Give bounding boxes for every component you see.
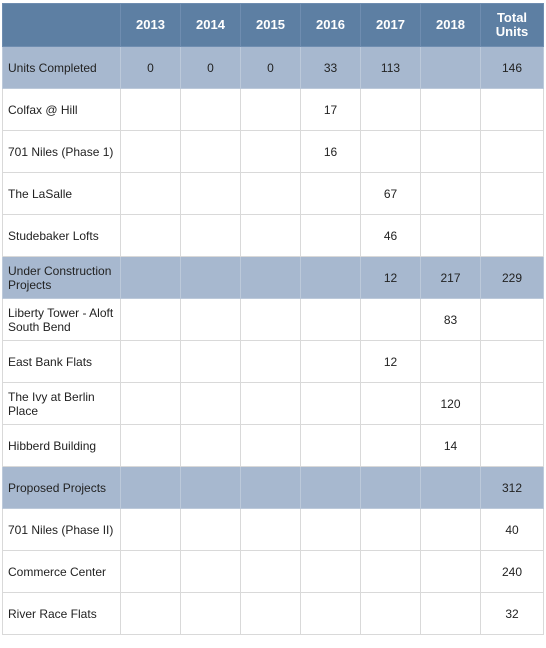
units-cell-2013: [121, 509, 181, 551]
section-label: Proposed Projects: [3, 467, 121, 509]
project-name: Hibberd Building: [3, 425, 121, 467]
units-cell-2017: [361, 425, 421, 467]
units-cell-2016: [301, 593, 361, 635]
section-row: [3, 467, 544, 509]
project-name: River Race Flats: [3, 593, 121, 635]
units-cell-2017: 12: [361, 257, 421, 299]
table-row: [3, 131, 544, 173]
project-name: The LaSalle: [3, 173, 121, 215]
units-cell-2016: 16: [301, 131, 361, 173]
table-row: [3, 593, 544, 635]
units-cell-2018: [421, 47, 481, 89]
table-row: [3, 509, 544, 551]
units-cell-2014: [181, 299, 241, 341]
units-cell-2013: [121, 215, 181, 257]
units-cell-2018: [421, 215, 481, 257]
table-row: [3, 425, 544, 467]
units-cell-2017: 46: [361, 215, 421, 257]
units-cell-2013: 0: [121, 47, 181, 89]
units-cell-2017: [361, 509, 421, 551]
project-name: Liberty Tower - Aloft South Bend: [3, 299, 121, 341]
section-row: [3, 47, 544, 89]
units-cell-2014: [181, 593, 241, 635]
units-cell-2014: [181, 215, 241, 257]
units-cell-2017: 67: [361, 173, 421, 215]
table-row: [3, 215, 544, 257]
units-cell-2013: [121, 467, 181, 509]
project-name: Commerce Center: [3, 551, 121, 593]
table-row: [3, 341, 544, 383]
units-cell-2017: 12: [361, 341, 421, 383]
units-cell-2013: [121, 425, 181, 467]
units-cell-2014: 0: [181, 47, 241, 89]
units-cell-2018: [421, 341, 481, 383]
units-cell-2018: 217: [421, 257, 481, 299]
units-cell-2017: [361, 383, 421, 425]
units-cell-2016: [301, 257, 361, 299]
units-cell-2018: [421, 551, 481, 593]
total-units-cell: [481, 215, 544, 257]
units-cell-2016: [301, 551, 361, 593]
units-cell-2013: [121, 551, 181, 593]
units-cell-2014: [181, 173, 241, 215]
units-cell-2014: [181, 89, 241, 131]
table-row: [3, 89, 544, 131]
units-cell-2018: [421, 89, 481, 131]
units-cell-2017: [361, 299, 421, 341]
units-cell-2018: [421, 467, 481, 509]
units-cell-2015: [241, 593, 301, 635]
units-cell-2018: 83: [421, 299, 481, 341]
total-units-cell: 146: [481, 47, 544, 89]
units-cell-2017: [361, 131, 421, 173]
units-cell-2017: 113: [361, 47, 421, 89]
total-units-cell: 229: [481, 257, 544, 299]
section-row: [3, 257, 544, 299]
units-cell-2014: [181, 425, 241, 467]
table-row: [3, 299, 544, 341]
section-label: Units Completed: [3, 47, 121, 89]
total-units-cell: [481, 383, 544, 425]
total-units-cell: [481, 131, 544, 173]
units-cell-2013: [121, 341, 181, 383]
units-cell-2016: [301, 383, 361, 425]
table-header-row: [3, 4, 544, 47]
units-cell-2018: [421, 509, 481, 551]
total-units-cell: [481, 341, 544, 383]
units-cell-2014: [181, 551, 241, 593]
units-cell-2015: [241, 131, 301, 173]
units-cell-2017: [361, 551, 421, 593]
units-cell-2013: [121, 593, 181, 635]
units-cell-2016: 33: [301, 47, 361, 89]
project-name: East Bank Flats: [3, 341, 121, 383]
units-cell-2015: [241, 299, 301, 341]
units-cell-2014: [181, 341, 241, 383]
units-cell-2017: [361, 593, 421, 635]
header-year-2017: 2017: [361, 4, 421, 47]
header-total-units: Total Units: [481, 4, 544, 47]
units-cell-2016: [301, 299, 361, 341]
header-project-name: [3, 4, 121, 47]
units-cell-2016: [301, 467, 361, 509]
project-name: Studebaker Lofts: [3, 215, 121, 257]
units-cell-2017: [361, 89, 421, 131]
units-cell-2018: [421, 173, 481, 215]
units-cell-2016: [301, 341, 361, 383]
project-name: 701 Niles (Phase 1): [3, 131, 121, 173]
total-units-cell: [481, 89, 544, 131]
table-row: [3, 383, 544, 425]
units-cell-2015: [241, 509, 301, 551]
units-cell-2015: [241, 467, 301, 509]
project-name: 701 Niles (Phase II): [3, 509, 121, 551]
units-cell-2015: [241, 173, 301, 215]
units-cell-2015: [241, 257, 301, 299]
units-cell-2014: [181, 467, 241, 509]
units-cell-2018: [421, 131, 481, 173]
units-cell-2015: 0: [241, 47, 301, 89]
units-cell-2015: [241, 425, 301, 467]
header-year-2014: 2014: [181, 4, 241, 47]
units-cell-2018: 14: [421, 425, 481, 467]
units-cell-2014: [181, 383, 241, 425]
units-cell-2013: [121, 89, 181, 131]
units-cell-2015: [241, 341, 301, 383]
units-cell-2015: [241, 89, 301, 131]
section-label: Under Construction Projects: [3, 257, 121, 299]
total-units-cell: [481, 299, 544, 341]
header-year-2018: 2018: [421, 4, 481, 47]
header-year-2013: 2013: [121, 4, 181, 47]
units-cell-2015: [241, 383, 301, 425]
total-units-cell: 312: [481, 467, 544, 509]
units-cell-2013: [121, 131, 181, 173]
housing-units-table-container: [2, 3, 544, 635]
table-body: [3, 47, 544, 635]
housing-units-table: [2, 3, 544, 635]
units-cell-2015: [241, 215, 301, 257]
units-cell-2018: [421, 593, 481, 635]
units-cell-2016: [301, 509, 361, 551]
total-units-cell: 240: [481, 551, 544, 593]
total-units-cell: [481, 425, 544, 467]
total-units-cell: 40: [481, 509, 544, 551]
units-cell-2014: [181, 257, 241, 299]
units-cell-2016: 17: [301, 89, 361, 131]
units-cell-2013: [121, 299, 181, 341]
units-cell-2017: [361, 467, 421, 509]
units-cell-2018: 120: [421, 383, 481, 425]
total-units-cell: 32: [481, 593, 544, 635]
table-row: [3, 551, 544, 593]
units-cell-2015: [241, 551, 301, 593]
project-name: The Ivy at Berlin Place: [3, 383, 121, 425]
units-cell-2013: [121, 257, 181, 299]
units-cell-2016: [301, 425, 361, 467]
units-cell-2013: [121, 383, 181, 425]
header-year-2015: 2015: [241, 4, 301, 47]
units-cell-2016: [301, 215, 361, 257]
units-cell-2013: [121, 173, 181, 215]
header-year-2016: 2016: [301, 4, 361, 47]
units-cell-2014: [181, 131, 241, 173]
units-cell-2014: [181, 509, 241, 551]
units-cell-2016: [301, 173, 361, 215]
project-name: Colfax @ Hill: [3, 89, 121, 131]
total-units-cell: [481, 173, 544, 215]
table-row: [3, 173, 544, 215]
